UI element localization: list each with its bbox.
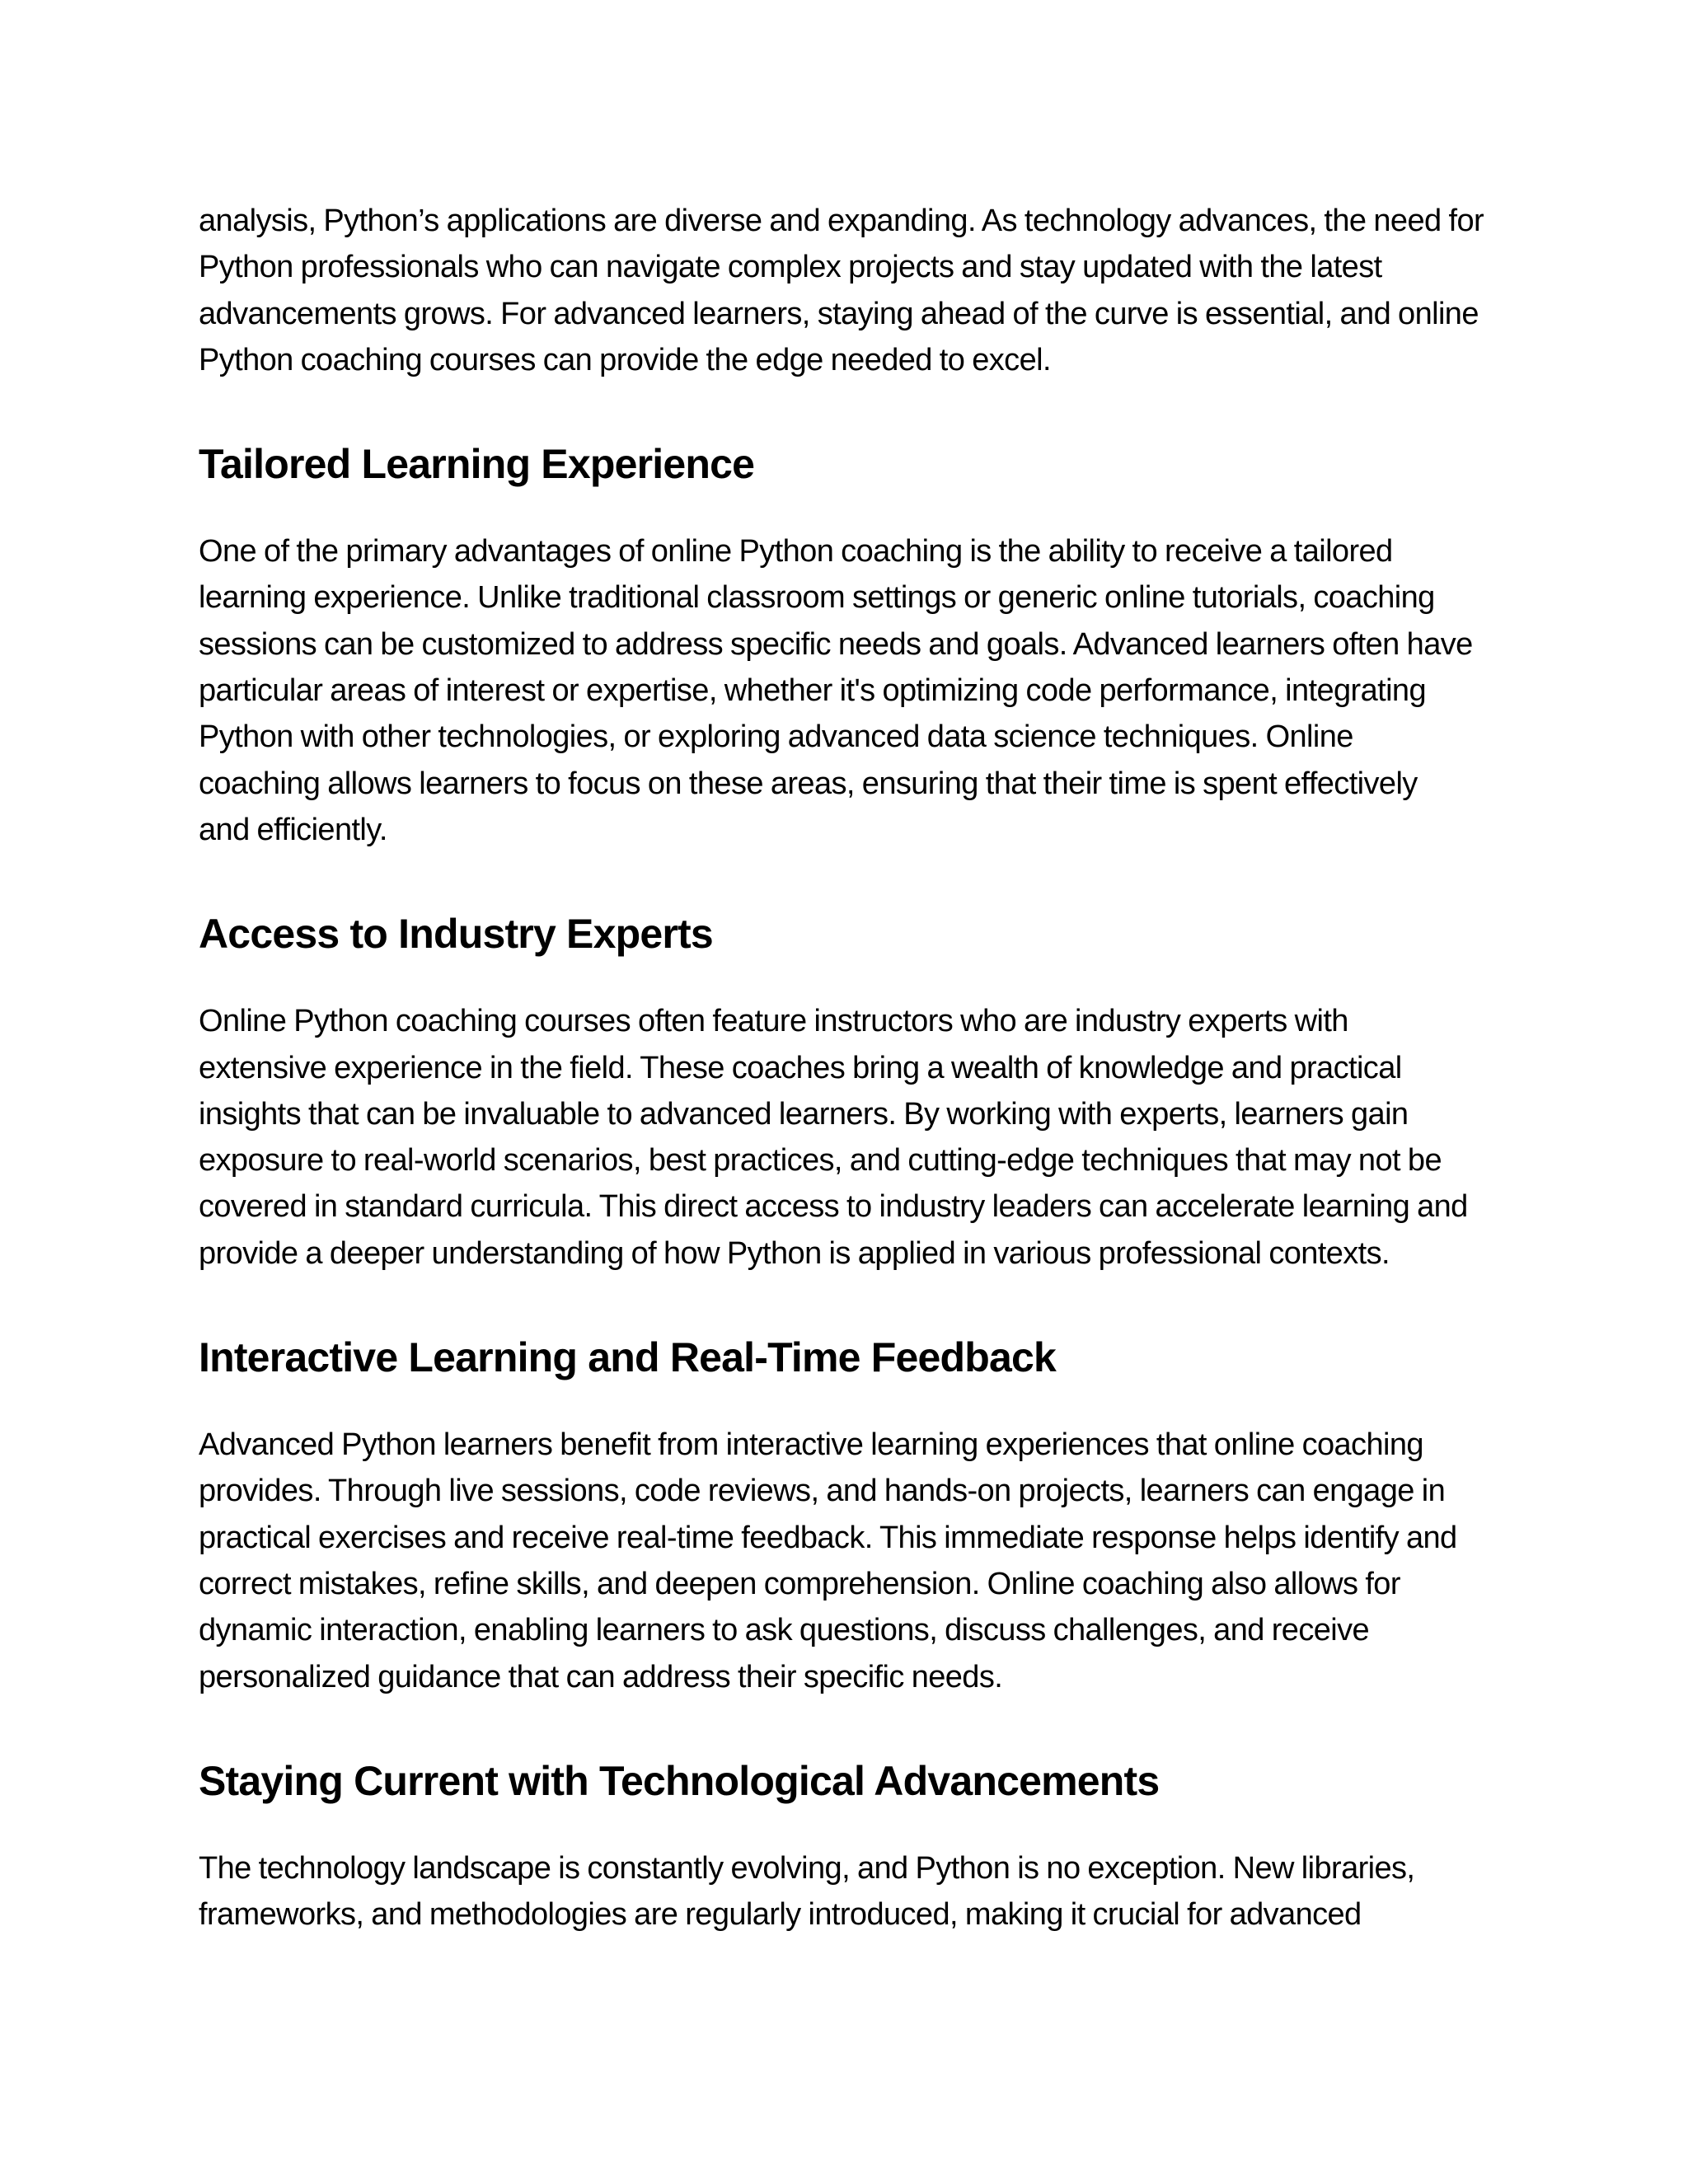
paragraph-line: covered in standard curricula. This direct access to industry leaders can accelerate learning and [199,1189,1468,1225]
paragraph-line: extensive experience in the field. These coaches bring a wealth of knowledge and practical [199,1050,1402,1085]
paragraph-line: practical exercises and receive real-time feedback. This immediate response helps identify and [199,1520,1457,1555]
paragraph-line: personalized guidance that can address their specific needs. [199,1659,1003,1694]
paragraph-line: dynamic interaction, enabling learners to ask questions, discuss challenges, and receive [199,1613,1370,1648]
section-heading-tailored-learning: Tailored Learning Experience [199,441,755,488]
paragraph-line: coaching allows learners to focus on these areas, ensuring that their time is spent effectively [199,766,1418,801]
section-paragraph-tailored-learning [199,528,1509,853]
paragraph-line: Online Python coaching courses often feature instructors who are industry experts with [199,1004,1348,1039]
document-page [199,198,1509,1938]
paragraph-line: Python with other technologies, or exploring advanced data science techniques. Online [199,719,1353,755]
paragraph-line: Python professionals who can navigate complex projects and stay updated with the latest [199,250,1382,285]
paragraph-line: exposure to real-world scenarios, best practices, and cutting-edge techniques that may not be [199,1143,1442,1179]
paragraph-line: Advanced Python learners benefit from interactive learning experiences that online coaching [199,1427,1423,1463]
paragraph-line: One of the primary advantages of online Python coaching is the ability to receive a tailored [199,534,1393,569]
section-paragraph-technological-advancements [199,1845,1509,1938]
paragraph-line: Python coaching courses can provide the edge needed to excel. [199,342,1051,377]
section-heading-interactive-learning: Interactive Learning and Real-Time Feedback [199,1334,1057,1381]
paragraph-line: provide a deeper understanding of how Python is applied in various professional contexts. [199,1235,1390,1271]
paragraph-line: advancements grows. For advanced learners, staying ahead of the curve is essential, and online [199,296,1479,331]
section-paragraph-industry-experts [199,998,1509,1277]
paragraph-line: frameworks, and methodologies are regularly introduced, making it crucial for advanced [199,1897,1362,1933]
paragraph-line: The technology landscape is constantly evolving, and Python is no exception. New libraries, [199,1850,1415,1886]
paragraph-line: sessions can be customized to address specific needs and goals. Advanced learners often have [199,626,1473,662]
paragraph-line: learning experience. Unlike traditional classroom settings or generic online tutorials, coaching [199,580,1435,616]
paragraph-line: particular areas of interest or expertise, whether it's optimizing code performance, integrating [199,673,1426,709]
paragraph-line: insights that can be invaluable to advanced learners. By working with experts, learners gain [199,1096,1409,1132]
intro-paragraph [199,198,1509,383]
paragraph-line: provides. Through live sessions, code reviews, and hands-on projects, learners can engage in [199,1474,1446,1509]
paragraph-line: correct mistakes, refine skills, and deepen comprehension. Online coaching also allows for [199,1566,1400,1601]
paragraph-line: analysis, Python’s applications are diverse and expanding. As technology advances, the need for [199,204,1484,238]
section-heading-technological-advancements: Staying Current with Technological Advancements [199,1757,1160,1804]
section-paragraph-interactive-learning [199,1422,1509,1700]
section-heading-industry-experts: Access to Industry Experts [199,911,713,958]
paragraph-line: and efficiently. [199,812,387,847]
